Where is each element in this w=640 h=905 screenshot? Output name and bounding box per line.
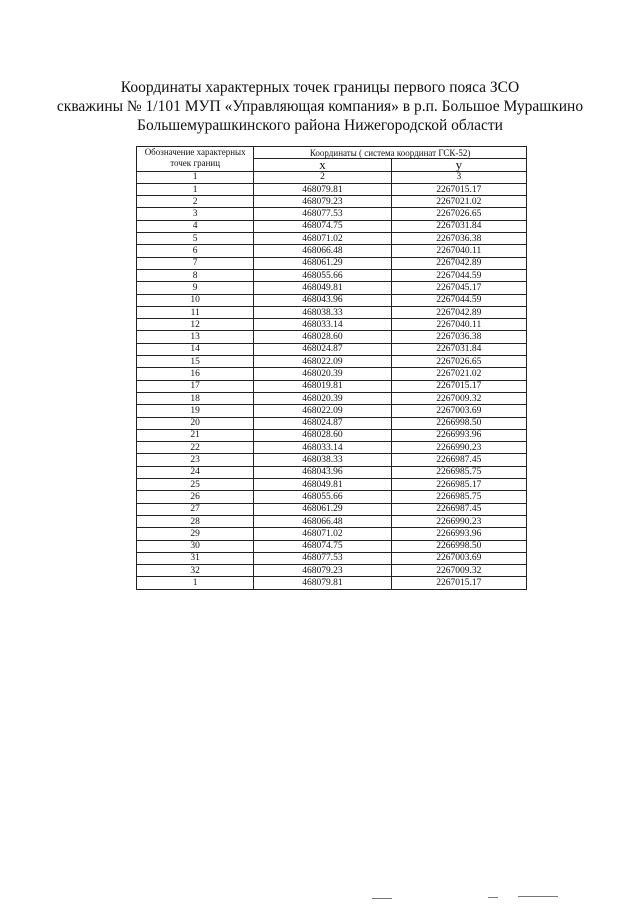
title-line-1: Координаты характерных точек границы первого пояса ЗСО	[120, 79, 520, 96]
cell-point: 1	[137, 183, 254, 195]
cell-x: 468079.23	[254, 196, 391, 208]
cell-y: 2266987.45	[391, 503, 526, 515]
cell-y: 2266985.17	[391, 479, 526, 491]
table-row	[137, 196, 527, 208]
cell-y: 2267044.59	[391, 294, 526, 306]
header-coordinates: Координаты ( система координат ГСК-52)	[254, 147, 527, 159]
cell-y: 2267036.38	[391, 331, 526, 343]
cell-y: 2266985.75	[391, 466, 526, 478]
cell-point: 23	[137, 454, 254, 466]
cell-point: 14	[137, 343, 254, 355]
cell-x: 468077.53	[254, 208, 391, 220]
cell-y: 2267031.84	[391, 220, 526, 232]
cell-y: 2266990.23	[391, 442, 526, 454]
cell-point: 1	[137, 577, 254, 589]
cell-point: 12	[137, 319, 254, 331]
table-row	[137, 528, 527, 540]
cell-x: 468043.96	[254, 466, 391, 478]
title-line-3: Большемурашкинского района Нижегородской области	[137, 117, 503, 134]
cell-y: 2267009.32	[391, 565, 526, 577]
cell-y: 2266993.96	[391, 528, 526, 540]
table-row	[137, 269, 527, 281]
table-row	[137, 491, 527, 503]
table-row	[137, 417, 527, 429]
table-row	[137, 429, 527, 441]
cell-point: 27	[137, 503, 254, 515]
cell-y: 2267040.11	[391, 245, 526, 257]
cell-x: 468033.14	[254, 442, 391, 454]
cell-point: 9	[137, 282, 254, 294]
table-row	[137, 306, 527, 318]
cell-x: 468024.87	[254, 417, 391, 429]
cell-x: 468028.60	[254, 331, 391, 343]
cell-y: 2267015.17	[391, 577, 526, 589]
cell-point: 31	[137, 552, 254, 564]
cell-point: 32	[137, 565, 254, 577]
cell-point: 28	[137, 515, 254, 527]
cell-point: 30	[137, 540, 254, 552]
cell-point: 24	[137, 466, 254, 478]
cell-x: 468038.33	[254, 306, 391, 318]
cell-x: 468074.75	[254, 540, 391, 552]
cell-y: 2267045.17	[391, 282, 526, 294]
table-row	[137, 540, 527, 552]
coordinates-table	[136, 146, 527, 590]
table-row	[137, 466, 527, 478]
cell-y: 2267044.59	[391, 269, 526, 281]
cell-x: 468066.48	[254, 245, 391, 257]
cell-x: 468020.39	[254, 392, 391, 404]
cell-point: 22	[137, 442, 254, 454]
table-row	[137, 183, 527, 195]
cell-y: 2266990.23	[391, 515, 526, 527]
table-row	[137, 233, 527, 245]
table-row	[137, 257, 527, 269]
cell-y: 2267021.02	[391, 368, 526, 380]
cell-x: 468061.29	[254, 503, 391, 515]
table-row	[137, 552, 527, 564]
cell-y: 2267021.02	[391, 196, 526, 208]
cell-point: 16	[137, 368, 254, 380]
table-row	[137, 565, 527, 577]
cell-x: 468079.23	[254, 565, 391, 577]
cell-point: 7	[137, 257, 254, 269]
table-row	[137, 503, 527, 515]
cell-point: 25	[137, 479, 254, 491]
cell-point: 21	[137, 429, 254, 441]
cell-x: 468028.60	[254, 429, 391, 441]
cell-point: 18	[137, 392, 254, 404]
table-row	[137, 294, 527, 306]
title-line-2: скважины № 1/101 МУП «Управляющая компания» в р.п. Большое Мурашкино	[56, 98, 584, 115]
cell-x: 468074.75	[254, 220, 391, 232]
table-row	[137, 368, 527, 380]
cell-point: 15	[137, 356, 254, 368]
cell-x: 468022.09	[254, 356, 391, 368]
table-row	[137, 479, 527, 491]
table-row	[137, 356, 527, 368]
cell-y: 2267040.11	[391, 319, 526, 331]
cell-x: 468071.02	[254, 528, 391, 540]
table-row	[137, 220, 527, 232]
cell-point: 19	[137, 405, 254, 417]
table-row	[137, 442, 527, 454]
cell-x: 468066.48	[254, 515, 391, 527]
cell-x: 468061.29	[254, 257, 391, 269]
cell-y: 2267026.65	[391, 208, 526, 220]
cell-point: 29	[137, 528, 254, 540]
cell-y: 2267003.69	[391, 405, 526, 417]
cell-x: 468079.81	[254, 577, 391, 589]
cell-point: 17	[137, 380, 254, 392]
cell-x: 468024.87	[254, 343, 391, 355]
cell-y: 2266993.96	[391, 429, 526, 441]
table-row	[137, 245, 527, 257]
cell-point: 10	[137, 294, 254, 306]
cell-point: 6	[137, 245, 254, 257]
document-title	[0, 78, 640, 135]
cell-x: 468020.39	[254, 368, 391, 380]
cell-y: 2267009.32	[391, 392, 526, 404]
header-point-designation: Обозначение характерных точек границ	[137, 147, 254, 172]
cell-y: 2267003.69	[391, 552, 526, 564]
cell-y: 2267031.84	[391, 343, 526, 355]
cell-y: 2267015.17	[391, 380, 526, 392]
cell-x: 468055.66	[254, 491, 391, 503]
cell-x: 468022.09	[254, 405, 391, 417]
column-number-3: 3	[391, 171, 526, 183]
cell-y: 2267036.38	[391, 233, 526, 245]
cell-y: 2266985.75	[391, 491, 526, 503]
cell-x: 468079.81	[254, 183, 391, 195]
table-row	[137, 515, 527, 527]
cell-point: 13	[137, 331, 254, 343]
cell-point: 11	[137, 306, 254, 318]
cell-y: 2266998.50	[391, 540, 526, 552]
cell-point: 26	[137, 491, 254, 503]
table-row	[137, 454, 527, 466]
table-row	[137, 392, 527, 404]
cell-x: 468049.81	[254, 282, 391, 294]
cell-point: 5	[137, 233, 254, 245]
table-body	[137, 183, 527, 589]
cell-y: 2267026.65	[391, 356, 526, 368]
cell-y: 2267042.89	[391, 306, 526, 318]
cell-x: 468033.14	[254, 319, 391, 331]
table-row	[137, 405, 527, 417]
table-row	[137, 577, 527, 589]
table-row	[137, 331, 527, 343]
table-row	[137, 208, 527, 220]
table-row	[137, 319, 527, 331]
table-row	[137, 343, 527, 355]
cell-point: 8	[137, 269, 254, 281]
table-row	[137, 380, 527, 392]
cell-x: 468077.53	[254, 552, 391, 564]
cell-point: 20	[137, 417, 254, 429]
cell-x: 468071.02	[254, 233, 391, 245]
table-row	[137, 282, 527, 294]
column-number-2: 2	[254, 171, 391, 183]
cell-x: 468049.81	[254, 479, 391, 491]
cell-y: 2267042.89	[391, 257, 526, 269]
cell-x: 468038.33	[254, 454, 391, 466]
cell-point: 2	[137, 196, 254, 208]
column-number-1: 1	[137, 171, 254, 183]
cell-point: 4	[137, 220, 254, 232]
cell-x: 468055.66	[254, 269, 391, 281]
cell-point: 3	[137, 208, 254, 220]
cell-x: 468019.81	[254, 380, 391, 392]
header-x: х	[254, 159, 391, 171]
header-y: у	[391, 159, 526, 171]
table-header	[137, 147, 527, 184]
cell-y: 2267015.17	[391, 183, 526, 195]
cell-y: 2266998.50	[391, 417, 526, 429]
cell-y: 2266987.45	[391, 454, 526, 466]
column-number-row	[137, 171, 527, 183]
cell-x: 468043.96	[254, 294, 391, 306]
